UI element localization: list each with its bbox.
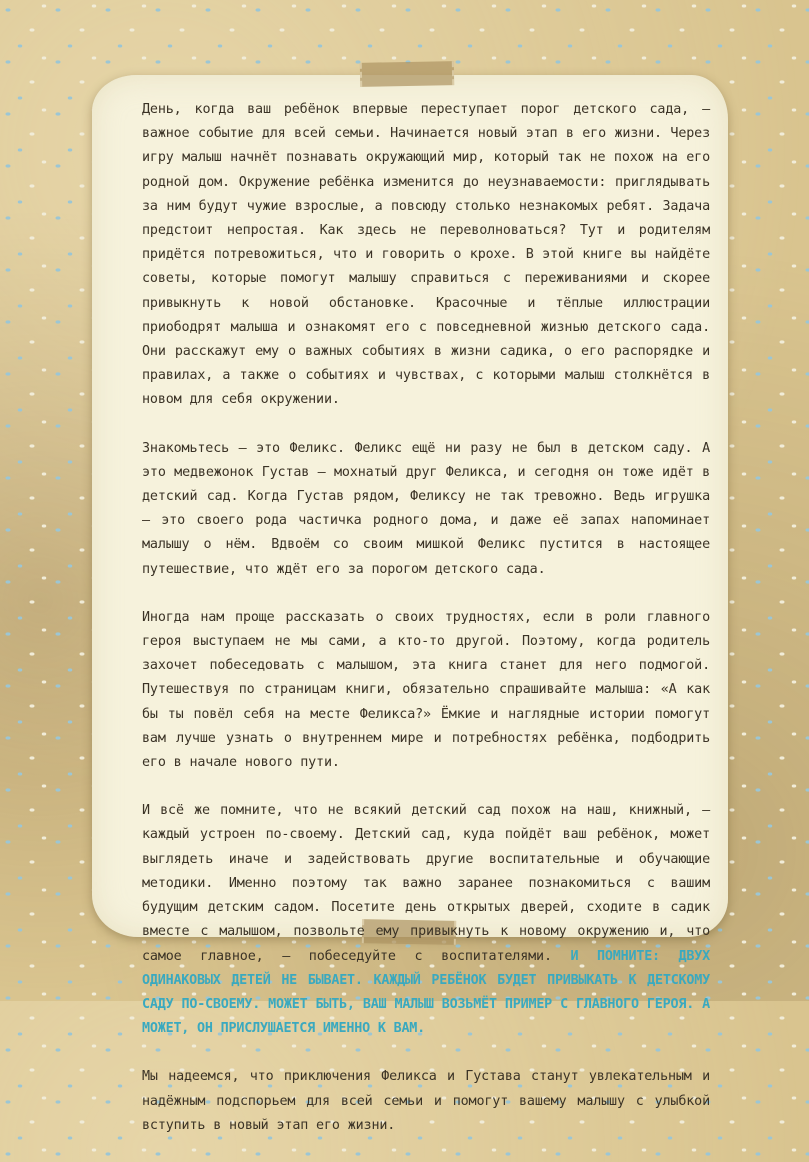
- paragraph-1: День, когда ваш ребёнок впервые переступает порог детского сада, — важное событие для всей семьи. Начинается новый этап в его жизни. Через игру малыш начнёт познавать окружающий мир, который так не похож на его родной дом. Окружение ребёнка изменится до неузнаваемости: приглядывать за ним будут чужие взрослые, а повсюду столько незнакомых ребят. Задача предстоит непростая. Как здесь не переволноваться? Тут и родителям придётся потревожиться, что и говорить о крохе. В этой книге вы найдёте советы, которые помогут малышу справиться с переживаниями и скорее привыкнуть к новой обстановке. Красочные и тёплые иллюстрации приободрят малыша и ознакомят его с повседневной жизнью детского сада. Они расскажут ему о важных событиях в жизни садика, о его распорядке и правилах, а также о событиях и чувствах, с которыми малыш столкнётся в новом для себя окружении.: [142, 102, 710, 408]
- paragraph-5: Мы надеемся, что приключения Феликса и Густава станут увлекательным и надёжным подспорьем для всей семьи и помогут вашему малышу с улыбкой вступить в новый этап его жизни.: [142, 1069, 710, 1133]
- paragraph-2: Знакомьтесь — это Феликс. Феликс ещё ни разу не был в детском саду. А это медвежонок Густав — мохнатый друг Феликса, и сегодня он тоже идёт в детский сад. Когда Густав рядом, Феликсу не так тревожно. Ведь игрушка — это своего рода частичка родного дома, и даже её запах напоминает малышу о нём. Вдвоём со своим мишкой Феликс пустится в настоящее путешествие, что ждёт его за порогом детского сада.: [142, 440, 710, 577]
- tape-top: [360, 61, 454, 87]
- paragraph-3: Иногда нам проще рассказать о своих трудностях, если в роли главного героя выступаем не мы сами, а кто-то другой. Поэтому, когда родитель захочет побеседовать с малышом, эта книга станет для него подмогой. Путешествуя по страницам книги, обязательно спрашивайте малыша: «А как бы ты повёл себя на месте Феликса?» Ёмкие и наглядные истории помогут вам лучше узнать о внутреннем мире и потребностях ребёнка, подбодрить его в начале нового пути.: [142, 609, 710, 771]
- foreword-text: [142, 98, 710, 1162]
- paragraph-4: [142, 799, 710, 1041]
- paragraph-4-text: И всё же помните, что не всякий детский сад похож на наш, книжный, — каждый устроен по-своему. Детский сад, куда пойдёт ваш ребёнок, может выглядеть иначе и задействовать другие воспитательные и обучающие методики. Именно поэтому так важно заранее познакомиться с вашим будущим детским садом. Посетите день открытых дверей, сходите в садик вместе с малышом, позвольте ему привыкнуть к новому окружению и, что самое главное, — побеседуйте с воспитателями.: [142, 803, 710, 964]
- paragraph-4-highlight: И ПОМНИТЕ: ДВУХ ОДИНАКОВЫХ ДЕТЕЙ НЕ БЫВАЕТ. КАЖДЫЙ РЕБЁНОК БУДЕТ ПРИВЫКАТЬ К ДЕТСКОМУ САДУ ПО-СВОЕМУ. МОЖЕТ БЫТЬ, ВАШ МАЛЫШ ВОЗЬМЁТ ПРИМЕР С ГЛАВНОГО ГЕРОЯ. А МОЖЕТ, ОН ПРИСЛУШАЕТСЯ ИМЕННО К ВАМ.: [142, 948, 710, 1037]
